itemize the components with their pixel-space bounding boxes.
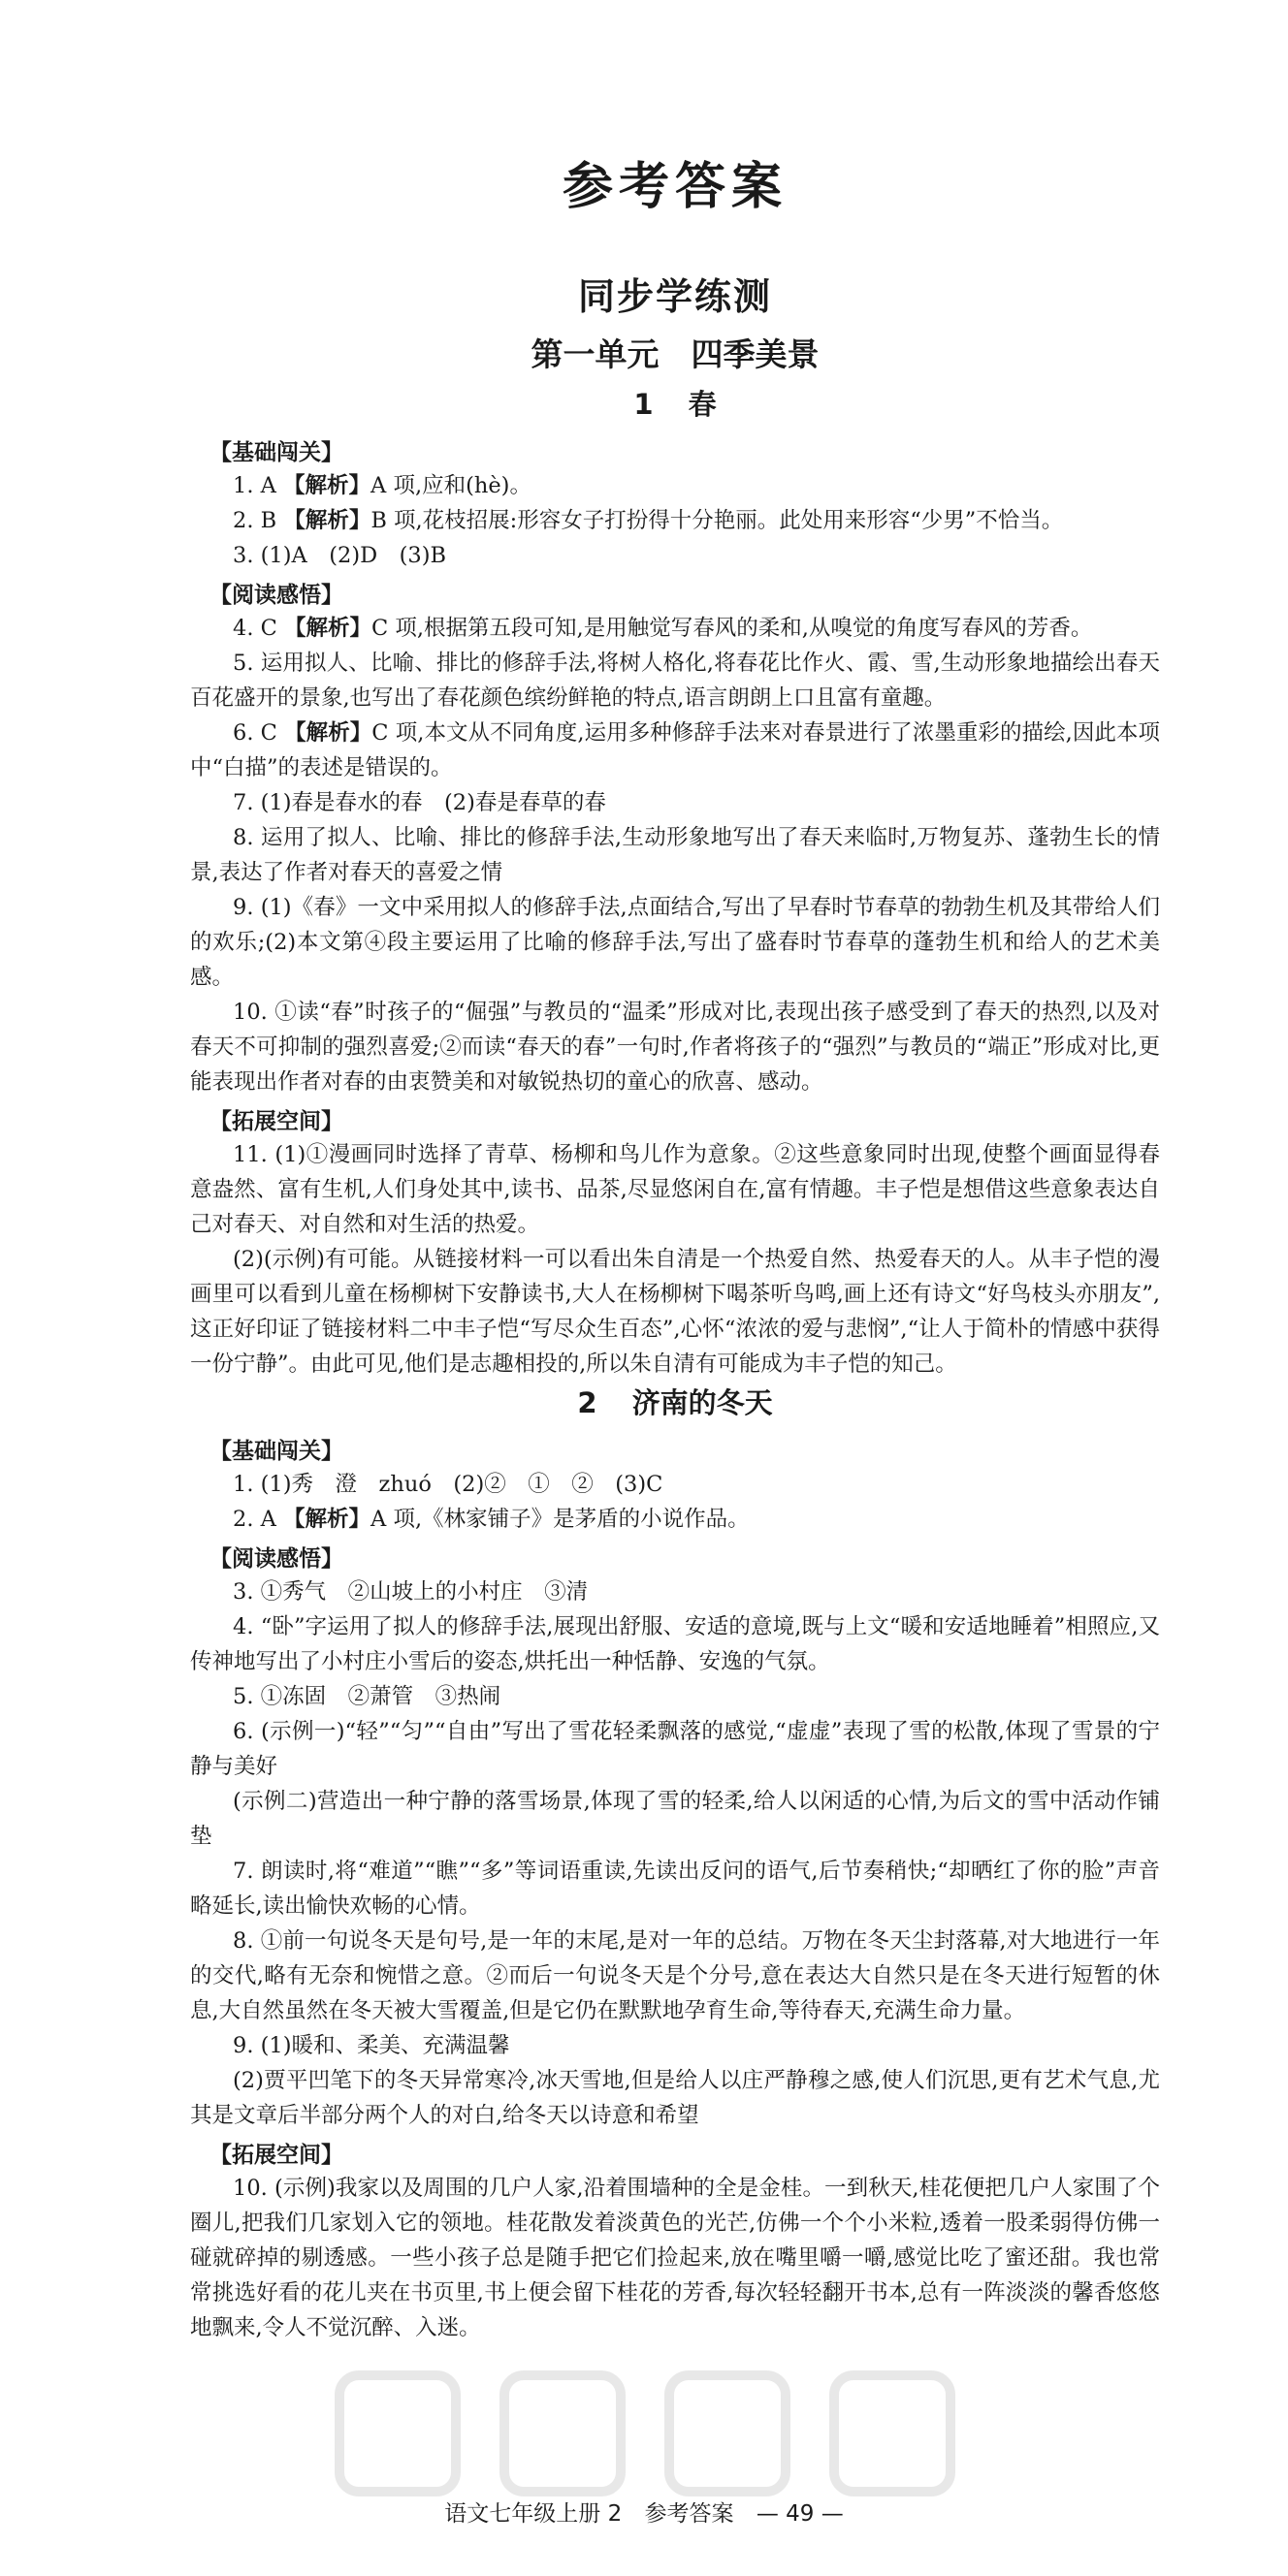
answer-text: 5. 运用拟人、比喻、排比的修辞手法,将树人格化,将春花比作火、霞、雪,生动形象地描绘出春天百花盛开的景象,也写出了春花颜色缤纷鲜艳的特点,语言朗朗上口且富有童趣。: [190, 651, 1160, 711]
answer-text: 10. (示例)我家以及周围的几户人家,沿着围墙种的全是金桂。一到秋天,桂花便把几户人家围了个圈儿,把我们几家划入它的领地。桂花散发着淡黄色的光芒,仿佛一个个小米粒,透着一股柔弱得仿佛一碰就碎掉的剔透感。一些小孩子总是随手把它们捡起来,放在嘴里嚼一嚼,感觉比吃了蜜还甜。我也常常挑选好看的花儿夹在书页里,书上便会留下桂花的芳香,每次轻轻翻开书本,总有一阵淡淡的馨香悠悠地飘来,令人不觉沉醉、入迷。: [190, 2176, 1160, 2340]
answer-page: [190, 145, 1160, 2345]
analysis-tag: 【解析】: [283, 508, 371, 533]
answer-text: 8. ①前一句说冬天是句号,是一年的末尾,是对一年的总结。万物在冬天尘封落幕,对大地进行一年的交代,略有无奈和惋惜之意。②而后一句说冬天是个分号,意在表达大自然只是在冬天进行短暂的休息,大自然虽然在冬天被大雪覆盖,但是它仍在默默地孕育生命,等待春天,充满生命力量。: [190, 1928, 1160, 2023]
section-heading: 【阅读感悟】: [209, 1546, 343, 1572]
answer-text: 6. (示例一)“轻”“匀”“自由”写出了雪花轻柔飘落的感觉,“虚虚”表现了雪的松散,体现了雪景的宁静与美好: [190, 1719, 1160, 1779]
answer-text: B 项,花枝招展:形容女子打扮得十分艳丽。此处用来形容“少男”不恰当。: [370, 508, 1064, 533]
book-subtitle: 同步学练测: [577, 275, 772, 318]
answer-item: [190, 1714, 1160, 1784]
section-heading: 【基础闯关】: [209, 1439, 343, 1464]
answer-text: 7. 朗读时,将“难道”“瞧”“多”等词语重读,先读出反问的语气,后节奏稍快;“却晒红了你的脸”声音略延长,读出愉快欢畅的心情。: [190, 1859, 1160, 1919]
page-title: 参考答案: [562, 158, 788, 216]
answer-choice: 6. C: [233, 720, 285, 746]
answer-text: 5. ①冻固 ②萧管 ③热闹: [233, 1684, 501, 1709]
analysis-tag: 【解析】: [283, 473, 371, 498]
lesson-number: 1: [633, 388, 654, 421]
answer-item: [190, 1502, 1160, 1537]
footer-book: 语文七年级上册 2: [444, 2501, 623, 2527]
answer-item: [190, 503, 1160, 538]
unit-title: 第一单元 四季美景: [531, 335, 820, 373]
answer-item: [190, 1609, 1160, 1679]
answer-text: 4. “卧”字运用了拟人的修辞手法,展现出舒服、安适的意境,既与上文“暖和安适地睡着”相照应,又传神地写出了小村庄小雪后的姿态,烘托出一种恬静、安逸的气氛。: [190, 1614, 1160, 1674]
answer-item: [190, 1854, 1160, 1924]
answer-item: [190, 611, 1160, 646]
answer-text: 3. (1)A (2)D (3)B: [233, 543, 447, 568]
footer-page-number: — 49 —: [756, 2501, 844, 2527]
answer-text: 9. (1)暖和、柔美、充满温馨: [233, 2033, 510, 2058]
analysis-tag: 【解析】: [284, 720, 372, 746]
answer-text: C 项,本文从不同角度,运用多种修辞手法来对春景进行了浓墨重彩的描绘,因此本项中“白描”的表述是错误的。: [190, 720, 1160, 780]
answer-item: [190, 995, 1160, 1099]
answer-text: 3. ①秀气 ②山坡上的小村庄 ③清: [233, 1579, 589, 1605]
lesson-name: 济南的冬天: [631, 1386, 773, 1419]
answer-text: 9. (1)《春》一文中采用拟人的修辞手法,点面结合,写出了早春时节春草的勃勃生机及其带给人们的欢乐;(2)本文第④段主要运用了比喻的修辞手法,写出了盛春时节春草的蓬勃生机和给人的艺术美感。: [190, 895, 1160, 990]
answer-text: C 项,根据第五段可知,是用触觉写春风的柔和,从嗅觉的角度写春风的芳香。: [371, 616, 1093, 641]
answer-item: [190, 1784, 1160, 1854]
answer-text: (示例二)营造出一种宁静的落雪场景,体现了雪的轻柔,给人以闲适的心情,为后文的雪中活动作铺垫: [190, 1789, 1160, 1849]
answer-choice: 2. A: [233, 1507, 284, 1532]
answer-item: [190, 1242, 1160, 1382]
page-footer: [0, 2496, 1288, 2528]
answer-text: (2)贾平凹笔下的冬天异常寒冷,冰天雪地,但是给人以庄严静穆之感,使人们沉思,更有艺术气息,尤其是文章后半部分两个人的对白,给冬天以诗意和希望: [190, 2068, 1160, 2128]
section-heading: 【阅读感悟】: [209, 583, 343, 608]
answer-text: 8. 运用了拟人、比喻、排比的修辞手法,生动形象地写出了春天来临时,万物复苏、蓬勃生长的情景,表达了作者对春天的喜爱之情: [190, 825, 1160, 885]
answer-item: [190, 2063, 1160, 2133]
answer-text: (2)(示例)有可能。从链接材料一可以看出朱自清是一个热爱自然、热爱春天的人。从丰子恺的漫画里可以看到儿童在杨柳树下安静读书,大人在杨柳树下喝茶听鸟鸣,画上还有诗文“好鸟枝头亦朋友”,这正好印证了链接材料二中丰子恺“写尽众生百态”,心怀“浓浓的爱与悲悯”,“让人于简朴的情感中获得一份宁静”。由此可见,他们是志趣相投的,所以朱自清有可能成为丰子恺的知己。: [190, 1247, 1160, 1377]
section-heading: 【拓展空间】: [209, 1109, 343, 1134]
answer-item: [190, 468, 1160, 503]
answer-choice: 4. C: [233, 616, 284, 641]
answer-item: [190, 1574, 1160, 1609]
answer-text: 1. (1)秀 澄 zhuó (2)② ① ② (3)C: [233, 1472, 663, 1497]
answer-text: 7. (1)春是春水的春 (2)春是春草的春: [233, 790, 606, 815]
answer-item: [190, 1137, 1160, 1242]
answer-item: [190, 646, 1160, 716]
answer-item: [190, 716, 1160, 785]
lesson-title: [190, 383, 1160, 423]
answer-choice: 2. B: [233, 508, 284, 533]
footer-label: 参考答案: [644, 2501, 734, 2527]
answer-text: A 项,应和(hè)。: [370, 473, 531, 498]
lesson-title: [190, 1382, 1160, 1421]
watermark-logo: [320, 2346, 999, 2521]
answer-item: [190, 2028, 1160, 2063]
answer-choice: 1. A: [233, 473, 284, 498]
answer-item: [190, 1679, 1160, 1714]
answer-item: [190, 890, 1160, 995]
answer-text: 10. ①读“春”时孩子的“倔强”与教员的“温柔”形成对比,表现出孩子感受到了春天的热烈,以及对春天不可抑制的强烈喜爱;②而读“春天的春”一句时,作者将孩子的“强烈”与教员的“端正”形成对比,更能表现出作者对春的由衷赞美和对敏锐热切的童心的欣喜、感动。: [190, 1000, 1160, 1095]
analysis-tag: 【解析】: [283, 1507, 371, 1532]
lessons-container: [190, 383, 1160, 2345]
answer-item: [190, 785, 1160, 820]
section-heading: 【拓展空间】: [209, 2143, 343, 2168]
lesson-number: 2: [577, 1386, 597, 1419]
lesson-name: 春: [688, 388, 717, 421]
answer-item: [190, 1467, 1160, 1502]
answer-item: [190, 1924, 1160, 2028]
answer-item: [190, 538, 1160, 573]
answer-text: 11. (1)①漫画同时选择了青草、杨柳和鸟儿作为意象。②这些意象同时出现,使整个画面显得春意盎然、富有生机,人们身处其中,读书、品茶,尽显悠闲自在,富有情趣。丰子恺是想借这些意象表达自己对春天、对自然和对生活的热爱。: [190, 1142, 1160, 1237]
answer-text: A 项,《林家铺子》是茅盾的小说作品。: [370, 1507, 750, 1532]
answer-item: [190, 2171, 1160, 2345]
answer-item: [190, 820, 1160, 890]
analysis-tag: 【解析】: [284, 616, 372, 641]
section-heading: 【基础闯关】: [209, 440, 343, 465]
